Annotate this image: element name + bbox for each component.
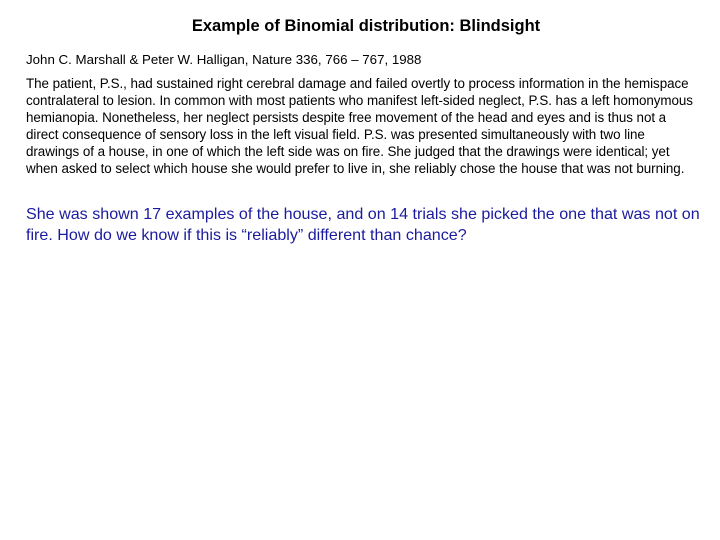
abstract-paragraph: The patient, P.S., had sustained right cerebral damage and failed overtly to process information in the hemispace contralateral to lesion. In common with most patients who manifest left-sided neglect, P.S. has a left homonymous hemianopia. Nonetheless, her neglect persists despite free movement of the head and eyes and is thus not a direct consequence of sensory loss in the left visual field. P.S. was presented simultaneously with two line drawings of a house, in one of which the left side was on fire. She judged that the drawings were identical; yet when asked to select which house she would prefer to live in, she reliably chose the house that was not burning. bbox=[26, 76, 693, 176]
question-paragraph: She was shown 17 examples of the house, and on 14 trials she picked the one that was not on fire. How do we know if this is “reliably” different than chance? bbox=[26, 205, 700, 244]
slide-title: Example of Binomial distribution: Blindsight bbox=[191, 17, 541, 35]
citation: John C. Marshall & Peter W. Halligan, Nature 336, 766 – 767, 1988 bbox=[26, 52, 422, 67]
